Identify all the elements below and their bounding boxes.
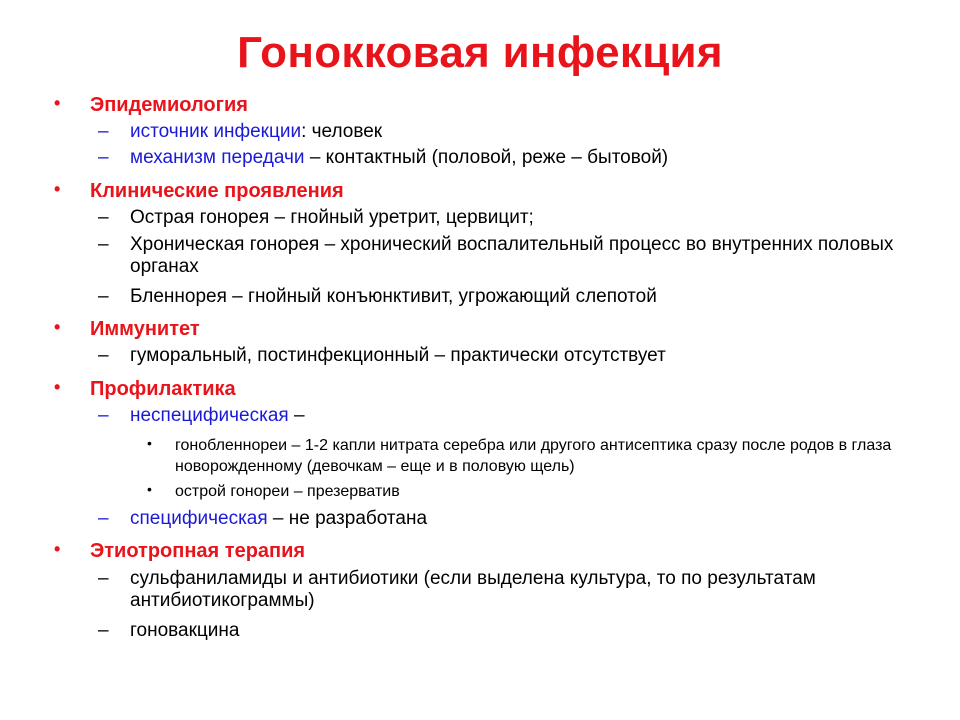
bullet-icon: •: [54, 539, 61, 559]
section-heading: Иммунитет: [90, 318, 200, 340]
item-text: гоновакцина: [130, 620, 240, 641]
section-heading: Клинические проявления: [90, 180, 344, 202]
item-text: гуморальный, постинфекционный – практически отсутствует: [130, 345, 666, 366]
bullet-icon: •: [147, 435, 152, 451]
slide-title: Гонокковая инфекция: [237, 28, 723, 77]
section-clinical: [52, 178, 912, 204]
bullet-icon: •: [54, 93, 61, 113]
item-text: – не разработана: [267, 508, 428, 529]
sub-item-text: гонобленнореи – 1-2 капли нитрата серебра или другого антисептика сразу после родов в глаза новорожденному (девочкам – еще и в половую щель): [175, 437, 892, 475]
section-therapy: [52, 538, 912, 564]
dash-marker: –: [98, 147, 109, 168]
dash-marker: –: [98, 508, 109, 529]
section-prevention: [52, 376, 912, 402]
item-text: Хроническая гонорея – хронический воспалительный процесс во внутренних половых органах: [130, 234, 894, 277]
bullet-icon: •: [147, 481, 152, 497]
list-item: [52, 620, 912, 642]
list-item: [52, 147, 912, 169]
sub-list-item: [52, 481, 912, 502]
item-text: – контактный (половой, реже – бытовой): [304, 147, 669, 168]
dash-marker: –: [98, 405, 109, 426]
list-item: [52, 121, 912, 143]
dash-marker: –: [98, 568, 109, 589]
list-item: [52, 286, 912, 308]
sub-list-item: [52, 435, 912, 477]
dash-marker: –: [98, 234, 109, 255]
item-text: Острая гонорея – гнойный уретрит, цервицит;: [130, 207, 534, 228]
list-item: [52, 345, 912, 367]
dash-marker: –: [98, 121, 109, 142]
section-heading: Эпидемиология: [90, 94, 248, 116]
item-term: механизм передачи: [130, 147, 305, 168]
sub-item-text: острой гонореи – презерватив: [175, 483, 400, 500]
item-term: специфическая: [130, 508, 268, 529]
dash-marker: –: [98, 620, 109, 641]
dash-marker: –: [98, 207, 109, 228]
bullet-icon: •: [54, 377, 61, 397]
list-item: [52, 405, 912, 427]
list-item: [52, 207, 912, 229]
bullet-icon: •: [54, 179, 61, 199]
item-text: Бленнорея – гнойный конъюнктивит, угрожающий слепотой: [130, 286, 657, 307]
list-item: [52, 234, 912, 278]
dash-marker: –: [98, 286, 109, 307]
list-item: [52, 568, 912, 612]
section-heading: Профилактика: [90, 378, 236, 400]
item-term: источник инфекции: [130, 121, 302, 142]
section-heading: Этиотропная терапия: [90, 540, 306, 562]
section-epidemiology: [52, 92, 912, 118]
item-text: : человек: [301, 121, 383, 142]
item-text: сульфаниламиды и антибиотики (если выделена культура, то по результатам антибиотикограммы): [130, 568, 816, 611]
dash-marker: –: [98, 345, 109, 366]
section-immunity: [52, 316, 912, 342]
item-text: –: [288, 405, 305, 426]
bullet-icon: •: [54, 317, 61, 337]
item-term: неспецифическая: [130, 405, 289, 426]
list-item: [52, 508, 912, 530]
slide-content: [52, 92, 912, 642]
